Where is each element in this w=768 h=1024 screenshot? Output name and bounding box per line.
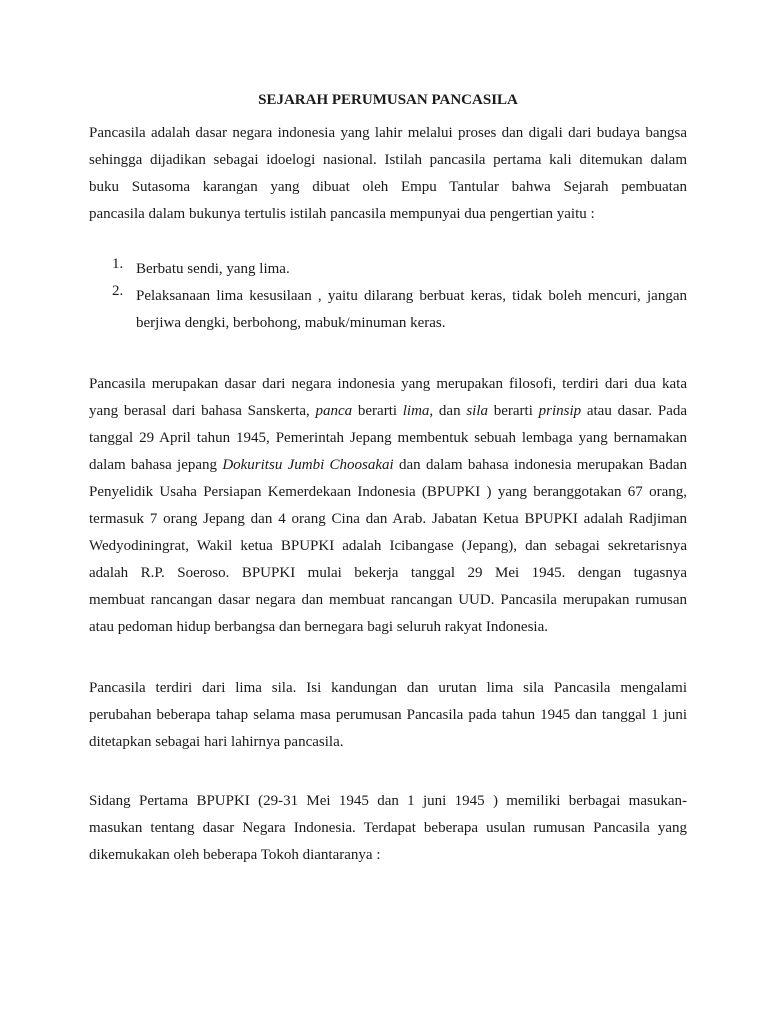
text-line [136, 283, 687, 310]
text-line [89, 452, 687, 479]
text-run: dan dalam bahasa indonesia merupakan Badan [393, 457, 687, 473]
text-run: buku Sutasoma karangan yang dibuat oleh Empu Tantular bahwa Sejarah pembuatan [89, 179, 687, 195]
text-run: Wedyodiningrat, Wakil ketua BPUPKI adalah Icibangase (Jepang), dan sebagai sekretarisnya [89, 538, 687, 554]
italic-term: prinsip [538, 403, 582, 419]
text-line [89, 425, 687, 452]
text-run: Penyelidik Usaha Persiapan Kemerdekaan Indonesia (BPUPKI ) yang beranggotakan 67 orang, [89, 484, 687, 500]
text-line [89, 560, 687, 587]
text-line [89, 533, 687, 560]
italic-term: Dokuritsu Jumbi Choosakai [222, 457, 394, 473]
text-run: masukan tentang dasar Negara Indonesia. Terdapat beberapa usulan rumusan Pancasila yang [89, 820, 687, 836]
text-line [89, 398, 687, 425]
text-line [136, 310, 687, 337]
text-run: pancasila dalam bukunya tertulis istilah pancasila mempunyai dua pengertian yaitu : [89, 206, 595, 222]
text-line [89, 174, 687, 201]
text-run: dan [433, 403, 467, 419]
text-run: termasuk 7 orang Jepang dan 4 orang Cina dan Arab. Jabatan Ketua BPUPKI adalah Radjiman [89, 511, 687, 527]
paragraph-2 [89, 371, 687, 641]
document-title: SEJARAH PERUMUSAN PANCASILA [258, 92, 518, 108]
text-run: berarti [488, 403, 539, 419]
text-run: Pelaksanaan lima kesusilaan , yaitu dilarang berbuat keras, tidak boleh mencuri, jangan [136, 288, 687, 304]
text-line [89, 675, 687, 702]
text-run: dikemukakan oleh beberapa Tokoh diantaranya : [89, 847, 381, 863]
text-run: atau pedoman hidup berbangsa dan bernegara bagi seluruh rakyat Indonesia. [89, 619, 548, 635]
text-run: membuat rancangan dasar negara dan membuat rancangan UUD. Pancasila merupakan rumusan [89, 592, 687, 608]
text-run: Pancasila merupakan dasar dari negara indonesia yang merupakan filosofi, terdiri dari dua kata [89, 376, 687, 392]
text-run: perubahan beberapa tahap selama masa perumusan Pancasila pada tahun 1945 dan tanggal 1 juni [89, 707, 687, 723]
paragraph-3 [89, 675, 687, 756]
list-number: 2. [112, 283, 124, 299]
text-line [89, 201, 687, 228]
text-line [136, 256, 687, 283]
paragraph-4 [89, 788, 687, 869]
text-line [89, 702, 687, 729]
text-run: berarti [352, 403, 403, 419]
text-line [89, 506, 687, 533]
text-line [89, 587, 687, 614]
text-line [89, 815, 687, 842]
paragraph-1 [89, 120, 687, 228]
text-line [89, 788, 687, 815]
text-run: Pancasila terdiri dari lima sila. Isi kandungan dan urutan lima sila Pancasila mengalami [89, 680, 687, 696]
text-run: ditetapkan sebagai hari lahirnya pancasila. [89, 734, 344, 750]
text-run: sehingga dijadikan sebagai idoelogi nasional. Istilah pancasila pertama kali ditemukan dalam [89, 152, 687, 168]
text-run: berjiwa dengki, berbohong, mabuk/minuman keras. [136, 315, 446, 331]
text-run: adalah R.P. Soeroso. BPUPKI mulai bekerja tanggal 29 Mei 1945. dengan tugasnya [89, 565, 687, 581]
list-item [89, 256, 687, 283]
italic-term: panca [315, 403, 353, 419]
text-line [89, 842, 687, 869]
text-line [89, 729, 687, 756]
text-line [89, 147, 687, 174]
text-run: dalam bahasa jepang [89, 457, 223, 473]
text-run: Berbatu sendi, yang lima. [136, 261, 290, 277]
italic-term: sila [466, 403, 488, 419]
text-run: Pancasila adalah dasar negara indonesia yang lahir melalui proses dan digali dari budaya bangsa [89, 125, 687, 141]
text-line [89, 120, 687, 147]
text-run: tanggal 29 April tahun 1945, Pemerintah Jepang membentuk sebuah lembaga yang bernamakan [89, 430, 687, 446]
text-line [89, 371, 687, 398]
text-run: Sidang Pertama BPUPKI (29-31 Mei 1945 dan 1 juni 1945 ) memiliki berbagai masukan- [89, 793, 687, 809]
text-line [89, 614, 687, 641]
text-line [89, 479, 687, 506]
text-run: yang berasal dari bahasa Sanskerta, [89, 403, 316, 419]
list-number: 1. [112, 256, 124, 272]
numbered-list [89, 256, 687, 337]
list-item [89, 283, 687, 337]
italic-term: lima, [402, 403, 434, 419]
text-run: atau dasar. Pada [581, 403, 687, 419]
